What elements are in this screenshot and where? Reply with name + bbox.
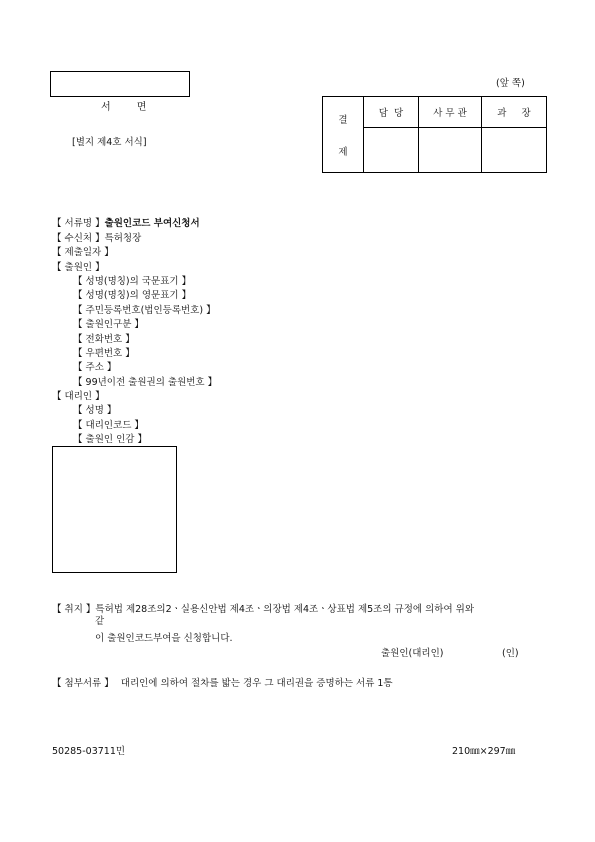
purpose-line3: 이 출원인코드부여을 신청합니다. xyxy=(95,633,233,644)
approval-label: 결 제 xyxy=(323,97,364,173)
applicant-item: 【 주민등록번호(법인등록번호) 】 xyxy=(73,305,216,316)
attachment-row xyxy=(52,678,393,690)
applicant-item: 【 출원인구분 】 xyxy=(73,319,144,330)
applicant-item: 【 우편번호 】 xyxy=(73,348,135,359)
agent-item: 【 성명 】 xyxy=(73,405,117,416)
approval-table xyxy=(322,96,547,173)
form-title-box xyxy=(50,71,190,113)
submit-date-row: 【 제출일자 】 xyxy=(52,247,114,258)
footer-code: 50285-03711민 xyxy=(52,746,126,757)
approval-col-staff: 담 당 xyxy=(364,97,419,128)
applicant-item: 【 성명(명칭)의 국문표기 】 xyxy=(73,276,192,287)
form-number: [별지 제4호 서식] xyxy=(72,137,147,148)
applicant-item: 【 성명(명칭)의 영문표기 】 xyxy=(73,290,192,301)
footer-size: 210㎜×297㎜ xyxy=(452,746,516,757)
purpose-text: 특허법 제28조의2ㆍ실용신안법 제4조ㆍ의장법 제4조ㆍ상표법 제5조의 규정에 의하여 위와 xyxy=(95,604,475,615)
purpose-line2: 같 xyxy=(95,616,105,627)
attachment-key: 【 첨부서류 】 xyxy=(52,678,114,689)
doc-name-key: 【 서류명 】 xyxy=(52,218,105,229)
form-title: 서 면 xyxy=(100,102,148,113)
seal-mark: (인) xyxy=(502,648,519,659)
side-label: (앞 쪽) xyxy=(496,78,525,89)
attachment-text: 대리인에 의하여 절차를 밟는 경우 그 대리권을 증명하는 서류 1통 xyxy=(120,678,393,689)
doc-name-row xyxy=(52,218,200,230)
applicant-item: 【 전화번호 】 xyxy=(73,334,135,345)
doc-name-value: 출원인코드 부여신청서 xyxy=(104,218,200,229)
agent-item: 【 대리인코드 】 xyxy=(73,420,144,431)
applicant-item: 【 99년이전 출원권의 출원번호 】 xyxy=(73,377,218,388)
approval-col-chief: 과 장 xyxy=(482,97,547,128)
applicant-item: 【 주소 】 xyxy=(73,362,117,373)
seal-box[interactable] xyxy=(52,446,177,573)
purpose-key: 【 취지 】 xyxy=(52,604,96,615)
approval-sign-chief[interactable] xyxy=(482,128,547,173)
applicant-row: 【 출원인 】 xyxy=(52,262,105,273)
agent-item: 【 출원인 인감 】 xyxy=(73,434,147,445)
agent-row: 【 대리인 】 xyxy=(52,391,105,402)
approval-col-officer: 사 무 관 xyxy=(419,97,482,128)
sign-label: 출원인(대리인) xyxy=(381,648,444,659)
approval-sign-staff[interactable] xyxy=(364,128,419,173)
purpose-row xyxy=(52,604,474,616)
approval-sign-officer[interactable] xyxy=(419,128,482,173)
recipient-row: 【 수신처 】특허청장 xyxy=(52,233,142,244)
